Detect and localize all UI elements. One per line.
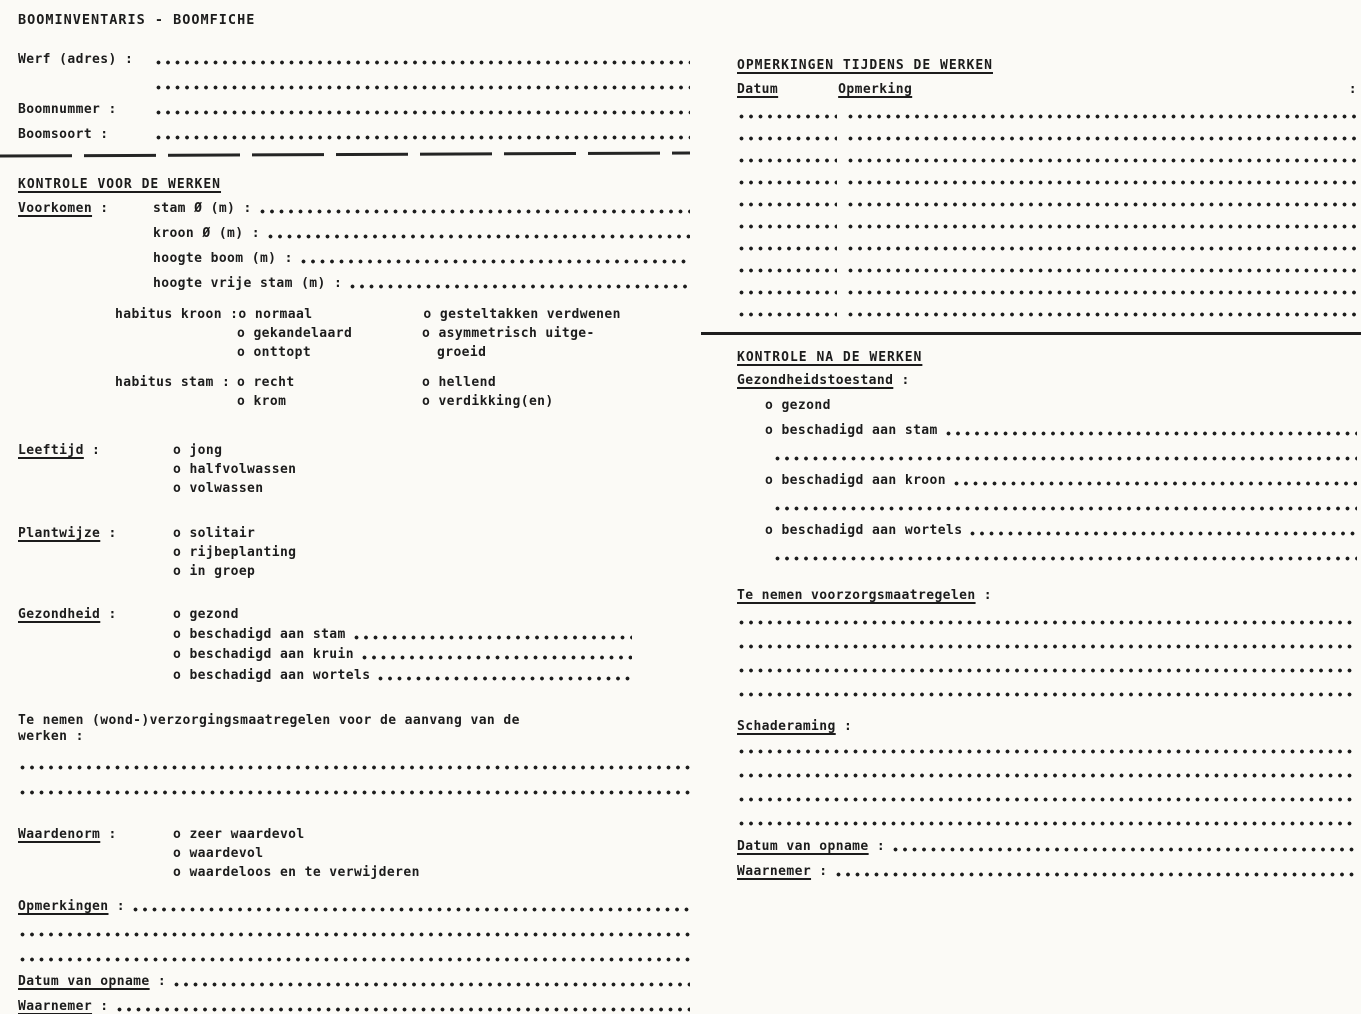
opmerkingen-label: Opmerkingen : [18,899,125,914]
na-wortels-fill-line2 [765,543,1357,563]
gezondheid-option-wortels: o beschadigd aan wortels [173,662,690,683]
form-title: BOOMINVENTARIS - BOOMFICHE [18,12,256,28]
werf-fill-line [154,52,690,67]
habitus-stam-option-hellend: o hellend [422,375,497,390]
schaderaming-fill-row [737,786,1357,804]
tijdens-table-header [737,79,1357,97]
boomsoort-field [18,122,690,142]
right-section-divider [701,332,1361,335]
gezondheid-option-stam: o beschadigd aan stam [173,622,690,642]
opmerkingen-fill-row2 [18,919,690,939]
voorkomen-label: Voorkomen : [18,201,109,216]
na-kroon-fill-line2 [765,493,1357,513]
kroon-diameter-field: kroon Ø (m) : [153,221,690,241]
waardenorm-option-waardevol: o waardevol [173,846,264,861]
na-kroon-fill [952,473,1357,488]
gezondheid-kruin-fill [360,647,632,662]
schaderaming-heading: Schaderaming : [737,719,853,734]
kontrole-voor-heading: KONTROLE VOOR DE WERKEN [18,177,222,192]
leeftijd-group [18,439,690,496]
schaderaming-fill-row [737,738,1357,756]
boomnummer-label: Boomnummer : [18,102,117,117]
hoogte-vrije-stam-fill [348,276,690,291]
leeftijd-option-halfvolwassen: o halfvolwassen [173,462,297,477]
tijdens-row [737,148,1357,165]
habitus-kroon-option-normaal: o normaal [238,307,313,322]
hoogte-boom-fill [299,251,690,266]
tijdens-row [737,302,1357,319]
tijdens-row [737,126,1357,143]
habitus-kroon-option-gekandelaard: o gekandelaard [237,326,353,341]
na-wortels-fill [968,523,1357,538]
header-trailing-colon: : [1348,82,1357,97]
tijdens-row [737,214,1357,231]
gezondheid-group [18,603,690,683]
habitus-kroon-option-onttopt: o onttopt [237,345,312,360]
plantwijze-option-in-groep: o in groep [173,564,256,579]
habitus-stam-label: habitus stam : [115,375,231,390]
col-header-opmerking: Opmerking [838,82,913,97]
boomnummer-fill-line [154,102,690,117]
tijdens-row [737,280,1357,297]
tijdens-row [737,170,1357,187]
na-datum-opname-field [737,834,1357,854]
boomnummer-field [18,97,690,117]
tijdens-row [737,258,1357,275]
schaderaming-fill-row [737,810,1357,828]
tijdens-row [737,236,1357,253]
waardenorm-group [18,823,690,880]
habitus-kroon-option-gesteltakken: o gesteltakken verdwenen [423,307,621,322]
habitus-kroon-group [115,303,690,360]
boomsoort-fill-line [154,127,690,142]
plantwijze-group [18,522,690,579]
werf-fill-line2 [154,77,690,92]
waarnemer-fill [115,999,690,1014]
gezondheid-label: Gezondheid : [18,607,117,622]
voorzorg-fill-row [737,681,1357,699]
na-datum-opname-fill [891,839,1357,854]
habitus-stam-option-recht: o recht [237,375,295,390]
plantwijze-option-rijbeplanting: o rijbeplanting [173,545,297,560]
gezondheid-option-gezond: o gezond [173,607,239,622]
na-waarnemer-field [737,859,1357,879]
hoogte-boom-field: hoogte boom (m) : [153,246,690,266]
opmerkingen-fill-line1 [131,899,690,914]
na-option-kroon: o beschadigd aan kroon [765,468,1357,488]
habitus-kroon-label: habitus kroon : [115,307,239,322]
left-section-divider [0,151,690,157]
opmerkingen-fill-row3 [18,944,690,964]
plantwijze-option-solitair: o solitair [173,526,256,541]
right-page-column [737,55,1357,879]
waardenorm-option-waardeloos: o waardeloos en te verwijderen [173,865,420,880]
waardenorm-label: Waardenorm : [18,827,117,842]
werf-field [18,47,690,67]
hoogte-vrije-stam-field: hoogte vrije stam (m) : [153,271,690,291]
na-option-wortels: o beschadigd aan wortels [765,518,1357,538]
leeftijd-label: Leeftijd : [18,443,101,458]
maatregelen-fill-line1 [18,752,690,772]
datum-opname-field [18,969,690,989]
stam-diameter-fill [258,201,690,216]
na-stam-fill-line2 [765,443,1357,463]
na-waarnemer-fill [834,864,1357,879]
schaderaming-fill-row [737,762,1357,780]
habitus-kroon-option-asymmetrisch-wrap: groeid [437,345,487,360]
na-option-stam: o beschadigd aan stam [765,418,1357,438]
gezondheidstoestand-options [765,393,1357,563]
voorzorg-fill-row [737,609,1357,627]
stam-diameter-field: stam Ø (m) : [153,196,690,216]
gezondheid-wortels-fill [376,668,632,683]
gezondheid-option-kruin: o beschadigd aan kruin [173,642,690,662]
habitus-stam-option-verdikking: o verdikking(en) [422,394,554,409]
werf-label: Werf (adres) : [18,52,134,67]
na-option-gezond: o gezond [765,398,831,413]
datum-opname-fill [172,974,690,989]
kontrole-na-heading: KONTROLE NA DE WERKEN [737,350,923,365]
habitus-kroon-option-asymmetrisch: o asymmetrisch uitge- [422,326,595,341]
leeftijd-option-volwassen: o volwassen [173,481,264,496]
waarnemer-field [18,994,690,1014]
voorzorg-fill-row [737,633,1357,651]
maatregelen-text-line1: Te nemen (wond-)verzorgingsmaatregelen voor de aanvang van de [18,713,520,728]
waarnemer-label: Waarnemer : [18,999,109,1014]
voorzorg-heading: Te nemen voorzorgsmaatregelen : [737,588,993,603]
maatregelen-fill-line2 [18,777,690,797]
boomsoort-label: Boomsoort : [18,127,109,142]
habitus-stam-option-krom: o krom [237,394,287,409]
gezondheidstoestand-label: Gezondheidstoestand : [737,373,910,388]
na-waarnemer-label: Waarnemer : [737,864,828,879]
na-stam-fill [944,423,1357,438]
leeftijd-option-jong: o jong [173,443,223,458]
opmerkingen-field [18,894,690,914]
kroon-diameter-fill [266,226,690,241]
habitus-stam-group [115,371,690,409]
tijdens-row [737,192,1357,209]
left-page-column [18,12,690,1014]
voorzorg-fill-row [737,657,1357,675]
waardenorm-option-zeer-waardevol: o zeer waardevol [173,827,305,842]
datum-opname-label: Datum van opname : [18,974,167,989]
na-datum-opname-label: Datum van opname : [737,839,886,854]
col-header-datum: Datum [737,82,779,97]
plantwijze-label: Plantwijze : [18,526,117,541]
voorkomen-group [18,196,690,291]
gezondheid-stam-fill [352,627,632,642]
tijdens-row [737,104,1357,121]
tijdens-heading: OPMERKINGEN TIJDENS DE WERKEN [737,58,993,73]
maatregelen-text-line2: werken : [18,729,84,744]
werf-field-line2 [18,72,690,92]
